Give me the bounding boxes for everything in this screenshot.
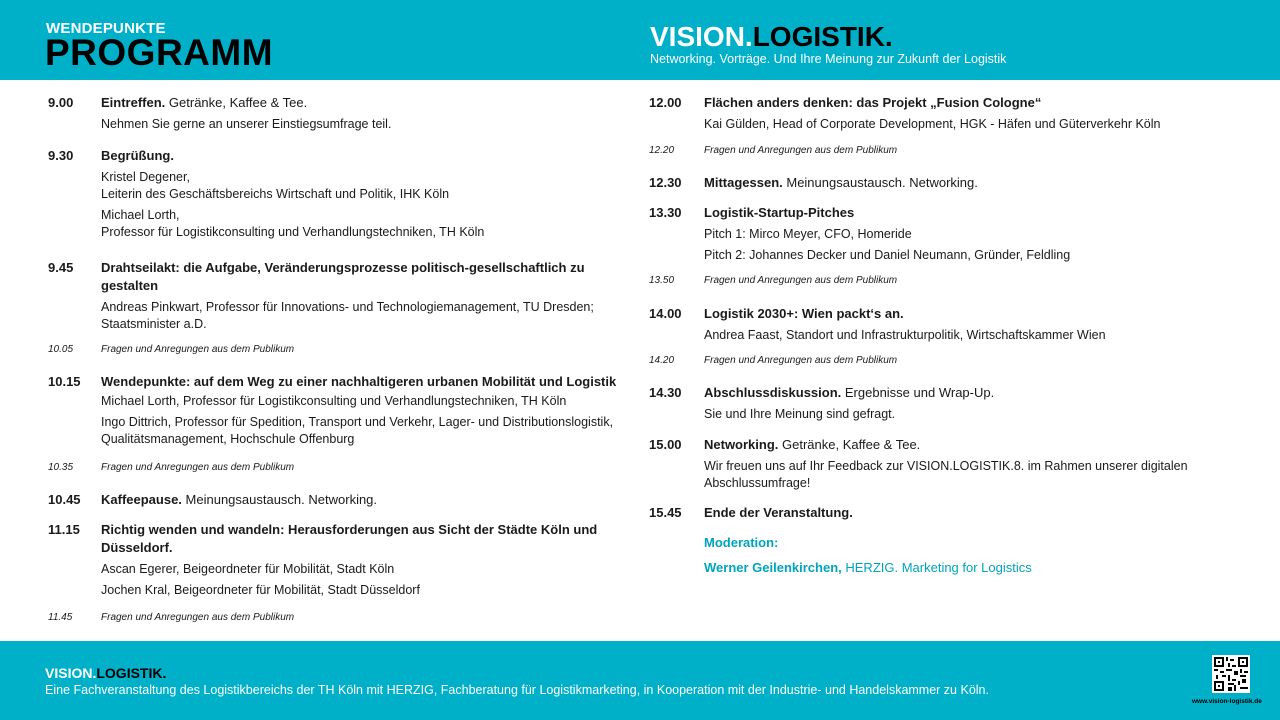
page-title: PROGRAMM [45,32,274,73]
entry-title-rest: Getränke, Kaffee & Tee. [778,437,921,452]
entry-title: Abschlussdiskussion. [704,385,842,400]
entry-line: Ascan Egerer, Beigeordneter für Mobilität, Stadt Köln [101,562,395,576]
entry-time: 10.15 [48,374,81,389]
footer-text: Eine Fachveranstaltung des Logistikbereichs der TH Köln mit HERZIG, Fachberatung für Logistikmarketing, in Kooperation mit der Industrie- und Handelskammer zu Köln. [45,683,989,697]
entry-time: 9.30 [48,148,74,163]
entry-title: Kaffeepause. [101,492,182,507]
entry-line: Sie und Ihre Meinung sind gefragt. [704,407,896,421]
entry-line: Michael Lorth, [101,208,180,222]
entry-title: Logistik 2030+: Wien packt‘s an. [704,306,904,321]
program-entry-qa [649,354,1249,384]
entry-note: Fragen und Anregungen aus dem Publikum [101,344,295,355]
entry-time: 12.00 [649,95,682,110]
brand-logo [650,21,893,53]
entry-line: Andreas Pinkwart, Professor für Innovations- und Technologiemanagement, TU Dresden; Staatsminister a.D. [101,300,594,331]
entry-title: Ende der Veranstaltung. [704,505,853,520]
header-kicker: WENDEPUNKTE [46,20,166,37]
program-entry [649,504,1249,534]
entry-note: Fragen und Anregungen aus dem Publikum [704,355,898,366]
program-entry [649,305,1249,354]
moderation-title: Moderation: [704,535,779,550]
entry-time: 10.05 [48,344,74,355]
program-entry-qa [48,343,638,373]
footer-url: www.vision-logistik.de [1192,698,1262,705]
entry-time: 10.45 [48,492,81,507]
entry-title: Richtig wenden und wandeln: Herausforderungen aus Sicht der Städte Köln und Düsseldorf. [101,522,598,555]
entry-line: Pitch 2: Johannes Decker und Daniel Neumann, Gründer, Feldling [704,248,1071,262]
entry-time: 10.35 [48,462,74,473]
brand-part1: VISION. [650,21,753,52]
program-entry [48,259,638,341]
entry-time: 15.00 [649,437,682,452]
entry-time: 14.20 [649,355,675,366]
entry-title: Wendepunkte: auf dem Weg zu einer nachhaltigeren urbanen Mobilität und Logistik [101,374,617,389]
entry-time: 9.45 [48,260,74,275]
header-band [0,0,1280,80]
program-entry [48,94,638,144]
entry-line: Andrea Faast, Standort und Infrastrukturpolitik, Wirtschaftskammer Wien [704,328,1106,342]
program-entry-qa [48,461,638,491]
program-column-left [48,94,638,631]
entry-line: Jochen Kral, Beigeordneter für Mobilität, Stadt Düsseldorf [101,583,420,597]
qr-code-icon [1212,655,1250,693]
entry-line: Kai Gülden, Head of Corporate Development, HGK - Häfen und Güterverkehr Köln [704,117,1161,131]
entry-title: Logistik-Startup-Pitches [704,205,855,220]
entry-note: Fragen und Anregungen aus dem Publikum [101,462,295,473]
entry-title: Begrüßung. [101,148,174,163]
entry-time: 11.45 [48,612,73,623]
entry-line: Wir freuen uns auf Ihr Feedback zur VISION.LOGISTIK.8. im Rahmen unserer digitalen Abschlussumfrage! [704,459,1188,490]
entry-time: 13.50 [649,275,675,286]
program-entry [649,384,1249,436]
entry-time: 11.15 [48,522,80,537]
entry-time: 14.00 [649,306,682,321]
entry-note: Fragen und Anregungen aus dem Publikum [101,612,295,623]
entry-title: Eintreffen. [101,95,166,110]
entry-line: Pitch 1: Mirco Meyer, CFO, Homeride [704,227,912,241]
footer-band [0,641,1280,720]
entry-note: Fragen und Anregungen aus dem Publikum [704,145,898,156]
header-tagline: Networking. Vorträge. Und Ihre Meinung zur Zukunft der Logistik [650,52,1007,66]
entry-line: Michael Lorth, Professor für Logistikconsulting und Verhandlungstechniken, TH Köln [101,394,567,408]
program-column-right [649,94,1249,576]
entry-time: 15.45 [649,505,682,520]
entry-title-rest: Ergebnisse und Wrap-Up. [841,385,995,400]
program-entry [48,147,638,257]
entry-line: Professor für Logistikconsulting und Verhandlungstechniken, TH Köln [101,225,485,239]
entry-note: Fragen und Anregungen aus dem Publikum [704,275,898,286]
entry-time: 9.00 [48,95,74,110]
entry-line: Kristel Degener, [101,170,190,184]
entry-title-rest: Meinungsaustausch. Networking. [782,175,978,190]
entry-time: 12.30 [649,175,682,190]
entry-title-rest: Meinungsaustausch. Networking. [181,492,378,507]
entry-title: Drahtseilakt: die Aufgabe, Veränderungsprozesse politisch-gesellschaftlich zu gestalten [101,260,585,293]
entry-title-rest: Getränke, Kaffee & Tee. [165,95,308,110]
entry-title: Networking. [704,437,779,452]
footer-brand [45,665,166,681]
entry-time: 14.30 [649,385,682,400]
entry-title: Flächen anders denken: das Projekt „Fusion Cologne“ [704,95,1042,110]
program-entry [649,174,1249,204]
program-entry [48,373,638,461]
entry-line: Ingo Dittrich, Professor für Spedition, Transport und Verkehr, Lager- und Distributionslogistik, Qualitätsmanagement, Hochschule Offenburg [101,415,614,446]
program-entry [48,491,638,521]
program-entry-qa [649,274,1249,305]
entry-line: Nehmen Sie gerne an unserer Einstiegsumfrage teil. [101,117,392,131]
moderator-org: HERZIG. Marketing for Logistics [841,560,1032,575]
brand-part2: LOGISTIK. [752,21,893,52]
program-entry [649,436,1249,504]
program-entry-qa [649,144,1249,174]
program-entry-qa [48,611,638,631]
footer-brand-part2: LOGISTIK. [96,665,167,681]
footer-brand-part1: VISION. [45,665,97,681]
moderation-block [649,534,1249,576]
program-entry [649,204,1249,274]
program-entry [48,521,638,611]
moderator-name: Werner Geilenkirchen, [704,560,842,575]
entry-line: Leiterin des Geschäftsbereichs Wirtschaft und Politik, IHK Köln [101,187,450,201]
entry-time: 12.20 [649,145,675,156]
entry-time: 13.30 [649,205,682,220]
program-entry [649,94,1249,144]
entry-title: Mittagessen. [704,175,783,190]
